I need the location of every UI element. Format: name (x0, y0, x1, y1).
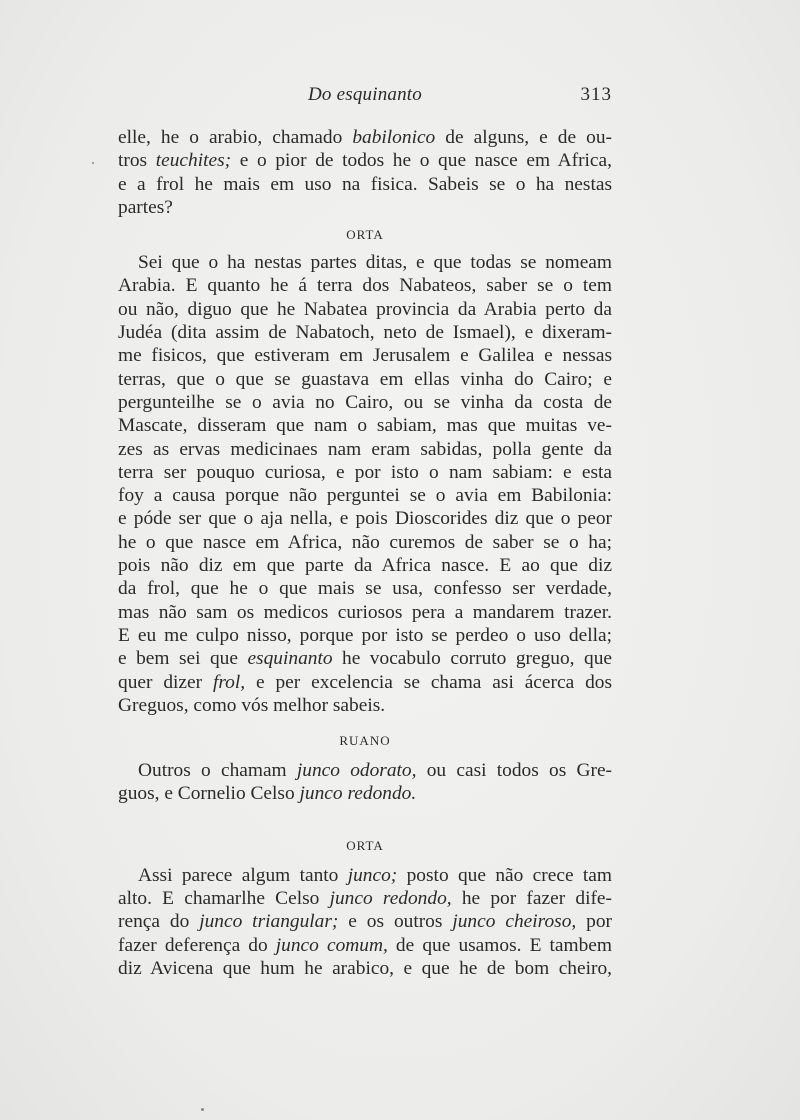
text-run: elle, he o arabio, chamado (118, 127, 353, 148)
text-run: Outros o chamam (138, 760, 297, 782)
text-line (118, 934, 612, 957)
text-line (118, 484, 612, 507)
text-line (118, 196, 612, 219)
italic-term: junco redondo. (299, 783, 417, 805)
text-run: posto que não crece tam (397, 864, 612, 886)
text-line (118, 321, 612, 344)
text-line (118, 554, 612, 577)
italic-term: frol, (212, 671, 246, 693)
text-run: e os outros (338, 911, 453, 933)
page-header (118, 84, 612, 114)
text-run: e bem sei que (118, 648, 248, 670)
text-line (118, 694, 612, 717)
text-run: de que usamos. E tambem (387, 934, 612, 956)
italic-term: junco; (347, 864, 398, 886)
text-run: Sei que o ha nestas partes ditas, e que todas se nomeam (138, 252, 612, 274)
text-line (118, 251, 612, 274)
text-line (118, 910, 612, 933)
text-line (118, 577, 612, 600)
text-line (118, 414, 612, 437)
text-run: alto. E chamarlhe Celso (118, 888, 330, 910)
text-line (118, 149, 612, 172)
text-line (118, 507, 612, 530)
italic-term: babilonico (352, 127, 436, 148)
paper-speck (201, 1108, 204, 1111)
text-run: da frol, que he o que mais se usa, confesso ser verdade, (118, 578, 612, 600)
italic-term: junco redondo, (329, 888, 452, 910)
italic-term: junco odorato, (296, 760, 417, 782)
text-run: Arabia. E quanto he á terra dos Nabateos, saber se o tem (118, 275, 612, 297)
text-line (118, 759, 612, 782)
text-line (118, 957, 612, 980)
text-run: pergunteilhe se o avia no Cairo, ou se vinha da costa de (118, 391, 612, 413)
italic-term: teuchites; (155, 150, 232, 172)
text-run: mas não sam os medicos curiosos pera a mandarem trazer. (118, 601, 612, 623)
text-run: pois não diz em que parte da Africa nasce. E ao que diz (118, 555, 612, 577)
text-line (118, 647, 612, 670)
text-line (118, 274, 612, 297)
text-line (118, 173, 612, 196)
text-run: ou não, diguo que he Nabatea provincia da Arabia perto da (118, 298, 612, 320)
text-run: Greguos, como vós melhor sabeis. (118, 694, 386, 716)
text-run: foy a causa porque não perguntei se o avia em Babilonia: (118, 485, 612, 507)
text-line (118, 126, 612, 149)
text-run: e o pior de todos he o que nasce em Africa, (231, 150, 612, 172)
text-run: terra ser pouquo curiosa, e por isto o nam sabiam: e esta (118, 461, 612, 483)
paragraph-3 (118, 759, 612, 806)
text-run: e per excelencia se chama asi ácerca dos (245, 671, 613, 693)
text-run: ou casi todos os Gre- (416, 760, 613, 782)
text-run: de alguns, e de ou- (435, 127, 612, 148)
text-run: e póde ser que o aja nella, e pois Dioscorides diz que o peor (118, 508, 612, 530)
text-run: E eu me culpo nisso, porque por isto se perdeo o uso della; (118, 624, 612, 646)
text-run: quer dizer (118, 671, 213, 693)
italic-term: junco comum, (275, 934, 388, 956)
text-run: diz Avicena que hum he arabico, e que he de bom cheiro, (118, 957, 612, 979)
speaker-label-orta: ORTA (346, 227, 384, 243)
text-line (118, 368, 612, 391)
text-run: Assi parece algum tanto (138, 864, 348, 886)
text-line (118, 531, 612, 554)
paragraph-2 (118, 251, 612, 717)
text-run: Judéa (dita assim de Nabatoch, neto de Ismael), e dixeram- (118, 322, 612, 344)
paragraph-1 (118, 126, 612, 219)
text-line (118, 624, 612, 647)
text-line (118, 601, 612, 624)
text-line (118, 344, 612, 367)
text-run: me fisicos, que estiveram em Jerusalem e Galilea e nessas (118, 345, 612, 367)
page-body (118, 126, 612, 980)
running-title: Do esquinanto (308, 84, 422, 105)
text-run: Mascate, disseram que nam o sabiam, mas que muitas ve- (118, 415, 612, 437)
text-line (118, 461, 612, 484)
text-run: guos, e Cornelio Celso (118, 783, 300, 805)
text-line (118, 298, 612, 321)
text-line (118, 887, 612, 910)
text-run: zes as ervas medicinaes nam eram sabidas, polla gente da (118, 438, 612, 460)
text-run: he por fazer dife- (451, 888, 612, 910)
text-run: por (576, 911, 613, 933)
text-run: fazer deferença do (118, 934, 276, 956)
text-line (118, 438, 612, 461)
text-run: he o que nasce em Africa, não curemos de saber se o ha; (118, 531, 612, 553)
italic-term: junco cheiroso, (452, 911, 577, 933)
text-line (118, 671, 612, 694)
page-number: 313 (580, 84, 612, 105)
text-line (118, 391, 612, 414)
text-run: terras, que o que se guastava em ellas vinha do Cairo; e (118, 368, 612, 390)
text-run: e a frol he mais em uso na fisica. Sabeis se o ha nestas (118, 173, 612, 195)
italic-term: esquinanto (247, 648, 333, 670)
paper-speck (92, 162, 94, 164)
text-run: rença do (118, 911, 200, 933)
speaker-label-ruano: RUANO (339, 733, 391, 749)
text-line (118, 864, 612, 887)
text-line (118, 782, 612, 805)
text-run: partes? (118, 196, 173, 218)
text-run: he vocabulo corruto greguo, que (332, 648, 612, 670)
text-run: tros (118, 150, 156, 172)
italic-term: junco triangular; (199, 911, 339, 933)
speaker-label-orta-2: ORTA (346, 837, 384, 853)
paragraph-4 (118, 864, 612, 980)
